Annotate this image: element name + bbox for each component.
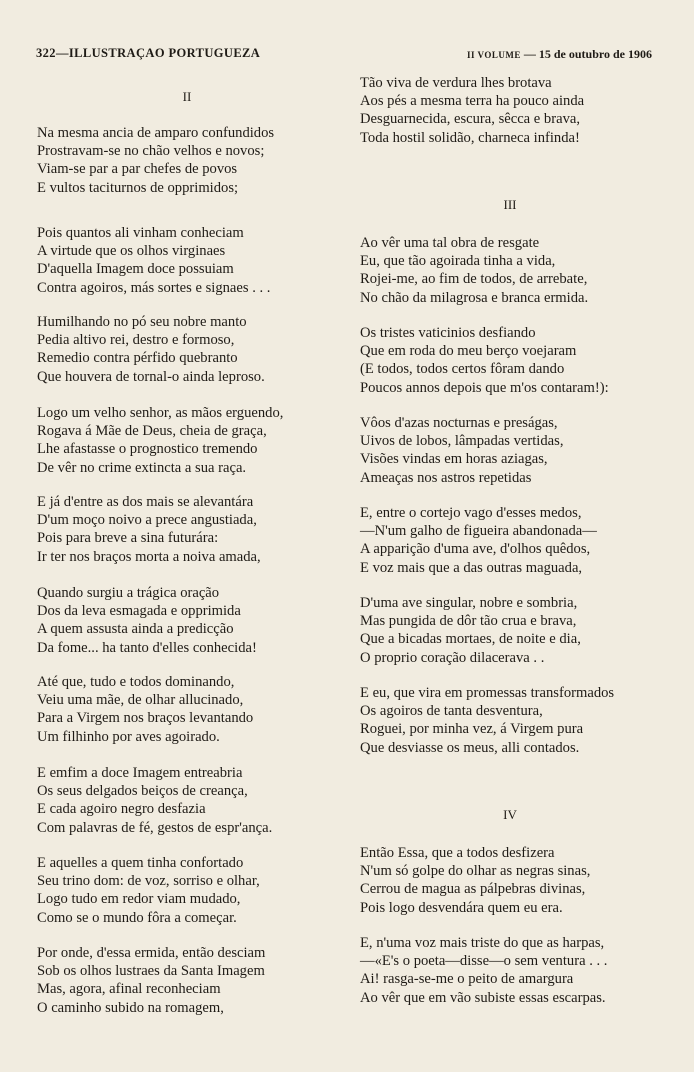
verse-line: Como se o mundo fôra a começar. [37,909,237,926]
verse-line: Quando surgiu a trágica oração [37,585,220,601]
verse-line: A apparição d'uma ave, d'olhos quêdos, [360,541,591,558]
verse-line: Ao vêr uma tal obra de resgate [360,235,540,251]
stanza [37,224,270,297]
verse-line: Uivos de lobos, lâmpadas vertidas, [360,433,564,450]
verse-line: Desguarnecida, escura, sêcca e brava, [360,111,580,128]
verse-line: Logo tudo em redor viam mudado, [37,891,241,908]
verse-line: Vôos d'azas nocturnas e preságas, [360,415,558,431]
verse-line: Cerrou de magua as pálpebras divinas, [360,881,586,898]
verse-line: Roguei, por minha vez, á Virgem pura [360,721,584,738]
verse-line: Lhe afastasse o prognostico tremendo [37,441,258,458]
verse-line: E emfim a doce Imagem entreabria [37,765,243,781]
verse-line: D'aquella Imagem doce possuiam [37,261,234,278]
verse-line: (E todos, todos certos fôram dando [360,361,565,378]
verse-line: Ir ter nos braços morta a noiva amada, [37,548,261,565]
verse-line: No chão da milagrosa e branca ermida. [360,289,589,306]
verse-line: Dos da leva esmagada e opprimida [37,603,241,620]
stanza [360,684,614,757]
verse-line: E aquelles a quem tinha confortado [37,855,244,871]
stanza [37,313,265,386]
verse-line: E, entre o cortejo vago d'esses medos, [360,505,582,521]
verse-line: Visões vindas em horas aziagas, [360,451,548,468]
verse-line: A quem assusta ainda a predicção [37,621,234,638]
verse-line: Que em roda do meu berço voejaram [360,343,577,360]
stanza [360,594,581,667]
verse-line: Viam-se par a par chefes de povos [37,161,238,178]
stanza [37,673,253,746]
verse-line: Da fome... ha tanto d'elles conhecida! [37,639,257,656]
verse-line: D'uma ave singular, nobre e sombria, [360,595,578,611]
stanza [37,493,261,566]
verse-line: Um filhinho por aves agoirado. [37,728,220,745]
verse-line: Com palavras de fé, gestos de espr'ança. [37,819,273,836]
stanza [37,124,274,197]
verse-line: Ao vêr que em vão subiste essas escarpas. [360,989,606,1006]
verse-line: Rogava á Mãe de Deus, cheia de graça, [37,423,267,440]
verse-line: Mas pungida de dôr tão crua e brava, [360,613,577,630]
stanza [37,584,257,657]
stanza [37,944,265,1017]
verse-line: Seu trino dom: de voz, sorriso e olhar, [37,873,260,890]
verse-line: Remedio contra pérfido quebranto [37,350,238,367]
verse-line: Para a Virgem nos braços levantando [37,710,254,727]
verse-line: A virtude que os olhos virginaes [37,243,226,260]
stanza [360,504,597,577]
verse-line: Ameaças nos astros repetidas [360,469,532,486]
verse-line: —«E's o poeta—disse—o sem ventura . . . [360,953,608,970]
verse-line: Por onde, d'essa ermida, então desciam [37,945,266,961]
verse-line: Pois quantos ali vinham conheciam [37,225,244,241]
verse-line: E voz mais que a das outras maguada, [360,559,583,576]
stanza [37,854,260,927]
verse-line: Os agoiros de tanta desventura, [360,703,543,720]
verse-line: Que a bicadas mortaes, de noite e dia, [360,631,581,648]
verse-line: E cada agoiro negro desfazia [37,801,206,818]
verse-line: Os tristes vaticinios desfiando [360,325,536,341]
verse-line: N'um só golpe do olhar as negras sinas, [360,863,591,880]
verse-line: Eu, que tão agoirada tinha a vida, [360,253,556,270]
verse-line: Pedia altivo rei, destro e formoso, [37,332,235,349]
verse-line: Mas, agora, afinal reconheciam [37,981,221,998]
verse-line: O proprio coração dilacerava . . [360,649,545,666]
stanza [360,234,588,307]
verse-line: Pois para breve a sina futurára: [37,530,219,547]
stanza [37,404,283,477]
verse-line: E vultos taciturnos de opprimidos; [37,179,239,196]
verse-line: Rojei-me, ao fim de todos, de arrebate, [360,271,588,288]
verse-line: Os seus delgados beiços de creança, [37,783,248,800]
section-numeral-iv: IV [503,807,517,822]
verse-line: Que houvera de tornal-o ainda leproso. [37,368,265,385]
verse-line: De vêr no crime extincta a sua raça. [37,459,247,476]
section-numeral-ii: II [182,89,192,104]
verse-line: Poucos annos depois que m'os contaram!): [360,379,609,396]
stanza [360,934,607,1007]
verse-line: Pois logo desvendára quem eu era. [360,899,563,916]
verse-line: Humilhando no pó seu nobre manto [37,314,247,330]
verse-line: E já d'entre as dos mais se alevantára [37,494,254,510]
verse-line: O caminho subido na romagem, [37,999,224,1016]
verse-line: Prostravam-se no chão velhos e novos; [37,143,265,160]
verse-line: E, n'uma voz mais triste do que as harpas, [360,935,605,951]
stanza [360,324,609,397]
verse-line: Tão viva de verdura lhes brotava [360,75,552,91]
verse-line: Então Essa, que a todos desfizera [360,845,555,861]
verse-line: Aos pés a mesma terra ha pouco ainda [360,93,585,110]
stanza [360,414,563,487]
section-numeral-iii: III [503,197,517,212]
verse-line: Toda hostil solidão, charneca infinda! [360,129,580,146]
verse-line: Até que, tudo e todos dominando, [37,674,235,690]
verse-line: Na mesma ancia de amparo confundidos [37,125,275,141]
stanza [360,74,584,147]
verse-line: Sob os olhos lustraes da Santa Imagem [37,963,265,980]
verse-line: D'um moço noivo a prece angustiada, [37,512,257,529]
stanza [37,764,272,837]
date-label: — 15 de outubro de 1906 [520,47,652,61]
volume-label: II VOLUME [466,50,521,60]
verse-line: E eu, que vira em promessas transformados [360,685,615,701]
verse-line: Contra agoiros, más sortes e signaes . . . [37,279,271,296]
verse-line: Que desviasse os meus, alli contados. [360,739,580,756]
verse-line: Ai! rasga-se-me o peito de amargura [360,971,574,988]
verse-line: Veiu uma mãe, de olhar allucinado, [37,692,244,709]
verse-line: —N'um galho de figueira abandonada— [360,523,597,540]
stanza [360,844,590,917]
page-header-title: 322—ILLUSTRAÇAO PORTUGUEZA [36,46,261,60]
page-header-date [467,47,652,62]
verse-line: Logo um velho senhor, as mãos erguendo, [37,405,284,421]
